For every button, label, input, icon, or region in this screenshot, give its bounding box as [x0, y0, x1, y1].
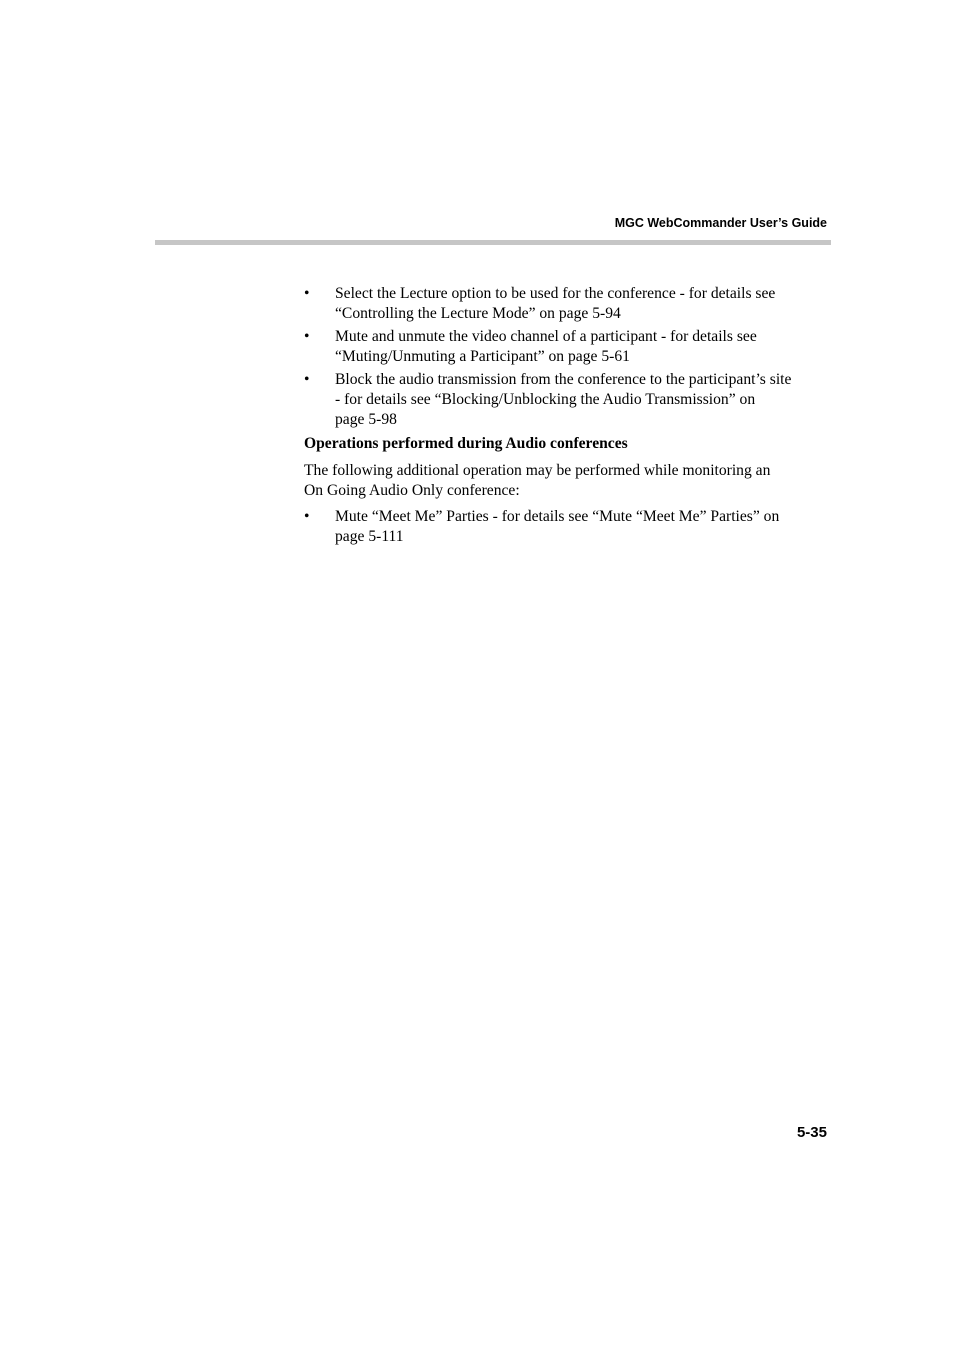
list-item-line: - for details see “Blocking/Unblocking the Audio Transmission” on — [335, 391, 756, 408]
header-divider — [155, 240, 831, 245]
bullet-marker: • — [304, 508, 310, 525]
list-item — [304, 507, 834, 547]
list-item — [304, 370, 834, 430]
paragraph-line: On Going Audio Only conference: — [304, 482, 520, 499]
list-item-line: Select the Lecture option to be used for the conference - for details see — [335, 285, 776, 302]
paragraph — [304, 461, 834, 501]
list-item-line: “Controlling the Lecture Mode” on page 5-94 — [335, 305, 621, 322]
list-item-line: Mute “Meet Me” Parties - for details see “Mute “Meet Me” Parties” on — [335, 508, 780, 525]
paragraph-line: The following additional operation may be performed while monitoring an — [304, 462, 771, 479]
section-heading: Operations performed during Audio conferences — [304, 435, 628, 452]
list-item-line: Mute and unmute the video channel of a participant - for details see — [335, 328, 757, 345]
bullet-marker: • — [304, 285, 310, 302]
page-body — [304, 284, 834, 550]
list-item — [304, 327, 834, 367]
list-item-line: “Muting/Unmuting a Participant” on page 5-61 — [335, 348, 630, 365]
bullet-marker: • — [304, 328, 310, 345]
list-item-line: page 5-111 — [335, 528, 404, 545]
list-item-line: page 5-98 — [335, 411, 397, 428]
running-header-title: MGC WebCommander User’s Guide — [614, 216, 827, 230]
bullet-marker: • — [304, 371, 310, 388]
list-item-line: Block the audio transmission from the conference to the participant’s site — [335, 371, 792, 388]
list-item — [304, 284, 834, 324]
page-number: 5-35 — [796, 1124, 827, 1141]
